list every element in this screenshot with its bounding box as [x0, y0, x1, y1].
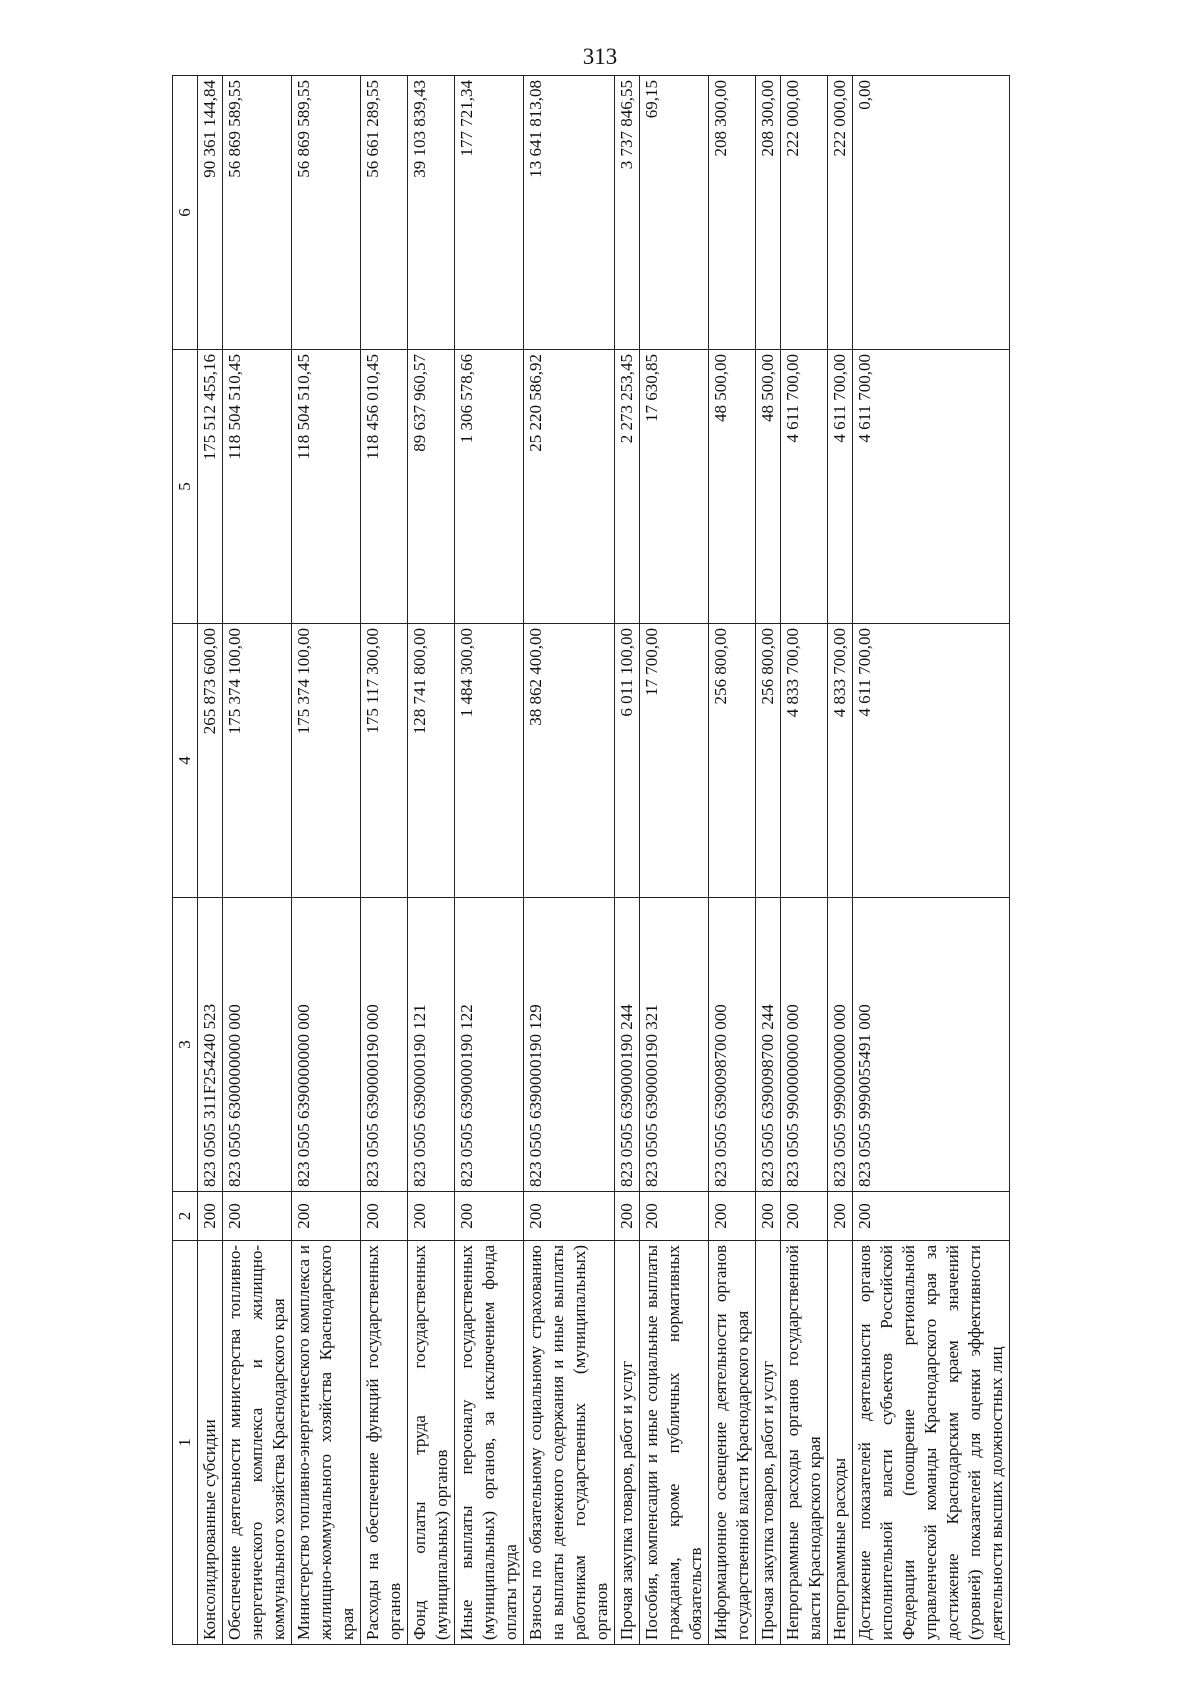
row-amount-remaining-cell: 3 737 846,55: [615, 76, 640, 350]
row-code-cell: 200: [828, 1192, 853, 1241]
row-amount-remaining-cell: 56 869 589,55: [292, 76, 361, 350]
column-header: 5: [173, 350, 198, 624]
row-amount-remaining-cell: 56 869 589,55: [223, 76, 292, 350]
budget-table: [172, 75, 1010, 1645]
row-name-cell: Фонд оплаты труда государственных (муниципальных) органов: [408, 1241, 455, 1645]
table-row: [223, 76, 292, 1645]
row-amount-executed-cell: 48 500,00: [756, 350, 781, 624]
row-amount-approved-cell: 256 800,00: [756, 624, 781, 898]
row-amount-approved-cell: 175 374 100,00: [223, 624, 292, 898]
column-header: 2: [173, 1192, 198, 1241]
row-code-cell: 200: [640, 1192, 709, 1241]
row-name-cell: Непрограммные расходы органов государственной власти Краснодарского края: [781, 1241, 828, 1645]
header-row: [173, 76, 198, 1645]
rotated-table-frame: [172, 80, 1182, 1645]
row-amount-executed-cell: 4 611 700,00: [853, 350, 1010, 624]
table-row: [828, 76, 853, 1645]
row-code-cell: 200: [455, 1192, 524, 1241]
row-amount-executed-cell: 118 504 510,45: [223, 350, 292, 624]
row-amount-remaining-cell: 177 721,34: [455, 76, 524, 350]
row-amount-executed-cell: 48 500,00: [709, 350, 756, 624]
row-name-cell: Информационное освещение деятельности органов государственной власти Краснодарского края: [709, 1241, 756, 1645]
row-amount-remaining-cell: 56 661 289,55: [361, 76, 408, 350]
row-code-cell: 200: [615, 1192, 640, 1241]
column-header: 3: [173, 898, 198, 1192]
row-classifier-cell: 823 0505 6390000190 000: [361, 898, 408, 1192]
row-name-cell: Расходы на обеспечение функций государственных органов: [361, 1241, 408, 1645]
column-header: 6: [173, 76, 198, 350]
row-classifier-cell: 823 0505 6390000190 121: [408, 898, 455, 1192]
row-name-cell: Достижение показателей деятельности органов исполнительной власти субъектов Российской Федерации (поощрение региональной управленческой команды Краснодарского края за достижение Краснодарским краем значений (уровней) показателей для оценки эффективности деятельности высших должностных лиц: [853, 1241, 1010, 1645]
table-row: [640, 76, 709, 1645]
row-classifier-cell: 823 0505 6390000190 129: [524, 898, 615, 1192]
row-classifier-cell: 823 0505 6390098700 000: [709, 898, 756, 1192]
table-row: [408, 76, 455, 1645]
table-row: [361, 76, 408, 1645]
row-amount-approved-cell: 175 374 100,00: [292, 624, 361, 898]
row-amount-executed-cell: 17 630,85: [640, 350, 709, 624]
row-classifier-cell: 823 0505 6390000190 244: [615, 898, 640, 1192]
row-amount-executed-cell: 175 512 455,16: [198, 350, 223, 624]
row-name-cell: Пособия, компенсации и иные социальные выплаты гражданам, кроме публичных нормативных обязательств: [640, 1241, 709, 1645]
row-name-cell: Консолидированные субсидии: [198, 1241, 223, 1645]
row-amount-remaining-cell: 69,15: [640, 76, 709, 350]
row-classifier-cell: 823 0505 6390000190 122: [455, 898, 524, 1192]
row-amount-approved-cell: 17 700,00: [640, 624, 709, 898]
row-classifier-cell: 823 0505 9990055491 000: [853, 898, 1010, 1192]
row-code-cell: 200: [709, 1192, 756, 1241]
row-amount-approved-cell: 4 611 700,00: [853, 624, 1010, 898]
row-code-cell: 200: [408, 1192, 455, 1241]
table-row: [524, 76, 615, 1645]
row-amount-executed-cell: 4 611 700,00: [781, 350, 828, 624]
column-header: 4: [173, 624, 198, 898]
row-amount-approved-cell: 1 484 300,00: [455, 624, 524, 898]
row-amount-executed-cell: 2 273 253,45: [615, 350, 640, 624]
row-amount-remaining-cell: 13 641 813,08: [524, 76, 615, 350]
row-code-cell: 200: [524, 1192, 615, 1241]
row-classifier-cell: 823 0505 6390000000 000: [292, 898, 361, 1192]
row-name-cell: Прочая закупка товаров, работ и услуг: [756, 1241, 781, 1645]
row-amount-executed-cell: 118 456 010,45: [361, 350, 408, 624]
column-header: 1: [173, 1241, 198, 1645]
row-amount-approved-cell: 175 117 300,00: [361, 624, 408, 898]
row-code-cell: 200: [781, 1192, 828, 1241]
row-amount-approved-cell: 128 741 800,00: [408, 624, 455, 898]
row-amount-executed-cell: 118 504 510,45: [292, 350, 361, 624]
page-number: 313: [582, 44, 618, 69]
row-amount-remaining-cell: 208 300,00: [756, 76, 781, 350]
row-amount-approved-cell: 265 873 600,00: [198, 624, 223, 898]
row-amount-executed-cell: 1 306 578,66: [455, 350, 524, 624]
table-row: [853, 76, 1010, 1645]
row-name-cell: Обеспечение деятельности министерства топливно-энергетического комплекса и жилищно-коммунального хозяйства Краснодарского края: [223, 1241, 292, 1645]
row-amount-executed-cell: 25 220 586,92: [524, 350, 615, 624]
row-amount-approved-cell: 38 862 400,00: [524, 624, 615, 898]
table-row: [781, 76, 828, 1645]
row-amount-approved-cell: 256 800,00: [709, 624, 756, 898]
row-amount-remaining-cell: 222 000,00: [828, 76, 853, 350]
row-name-cell: Иные выплаты персоналу государственных (муниципальных) органов, за исключением фонда оплаты труда: [455, 1241, 524, 1645]
table-container: [172, 80, 1182, 1645]
row-classifier-cell: 823 0505 9990000000 000: [828, 898, 853, 1192]
row-amount-approved-cell: 4 833 700,00: [828, 624, 853, 898]
row-code-cell: 200: [292, 1192, 361, 1241]
row-amount-remaining-cell: 39 103 839,43: [408, 76, 455, 350]
table-body: [198, 76, 1010, 1645]
row-amount-remaining-cell: 208 300,00: [709, 76, 756, 350]
row-amount-remaining-cell: 90 361 144,84: [198, 76, 223, 350]
table-row: [615, 76, 640, 1645]
row-amount-approved-cell: 4 833 700,00: [781, 624, 828, 898]
row-name-cell: Непрограммные расходы: [828, 1241, 853, 1645]
row-amount-executed-cell: 4 611 700,00: [828, 350, 853, 624]
row-classifier-cell: 823 0505 6390098700 244: [756, 898, 781, 1192]
table-row: [455, 76, 524, 1645]
row-name-cell: Взносы по обязательному социальному страхованию на выплаты денежного содержания и иные выплаты работникам государственных (муниципальных) органов: [524, 1241, 615, 1645]
row-classifier-cell: 823 0505 6390000190 321: [640, 898, 709, 1192]
row-classifier-cell: 823 0505 9900000000 000: [781, 898, 828, 1192]
row-amount-remaining-cell: 222 000,00: [781, 76, 828, 350]
row-code-cell: 200: [198, 1192, 223, 1241]
row-amount-remaining-cell: 0,00: [853, 76, 1010, 350]
row-name-cell: Прочая закупка товаров, работ и услуг: [615, 1241, 640, 1645]
table-row: [198, 76, 223, 1645]
row-classifier-cell: 823 0505 6300000000 000: [223, 898, 292, 1192]
row-code-cell: 200: [223, 1192, 292, 1241]
row-code-cell: 200: [756, 1192, 781, 1241]
row-name-cell: Министерство топливно-энергетического комплекса и жилищно-коммунального хозяйства Краснодарского края: [292, 1241, 361, 1645]
row-code-cell: 200: [853, 1192, 1010, 1241]
table-row: [292, 76, 361, 1645]
row-code-cell: 200: [361, 1192, 408, 1241]
table-row: [756, 76, 781, 1645]
row-amount-approved-cell: 6 011 100,00: [615, 624, 640, 898]
row-classifier-cell: 823 0505 311F254240 523: [198, 898, 223, 1192]
row-amount-executed-cell: 89 637 960,57: [408, 350, 455, 624]
table-row: [709, 76, 756, 1645]
